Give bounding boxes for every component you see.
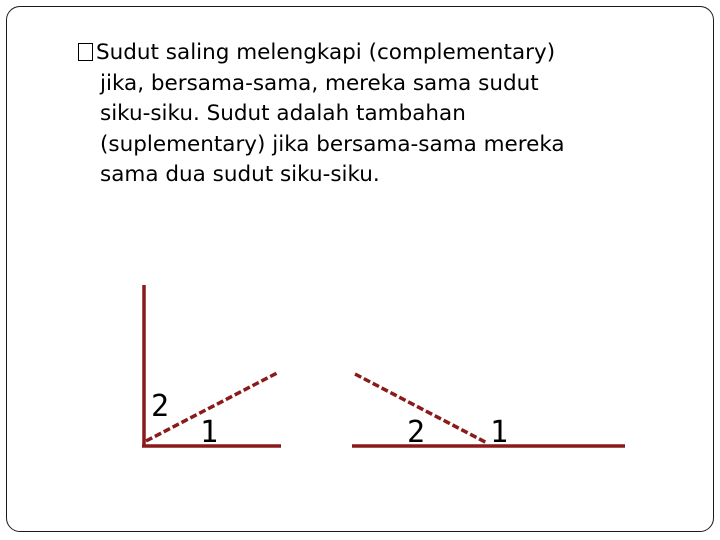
text-line-3: siku-siku. Sudut adalah tambahan <box>100 101 466 126</box>
text-line-2: jika, bersama-sama, mereka sama sudut <box>100 70 539 96</box>
angle-label-1: 1 <box>490 415 509 450</box>
complementary-angle-figure <box>142 285 281 450</box>
text-line-4: (suplementary) jika bersama-sama mereka <box>100 131 565 157</box>
angle-label-2: 2 <box>407 415 426 450</box>
text-line-5: sama dua sudut siku-siku. <box>100 162 380 187</box>
angle-label-1: 1 <box>200 415 219 450</box>
angle-label-2: 2 <box>151 389 170 424</box>
supplementary-angle-figure <box>352 374 625 450</box>
text-line-1: Sudut saling melengkapi (complementary) <box>96 40 556 65</box>
